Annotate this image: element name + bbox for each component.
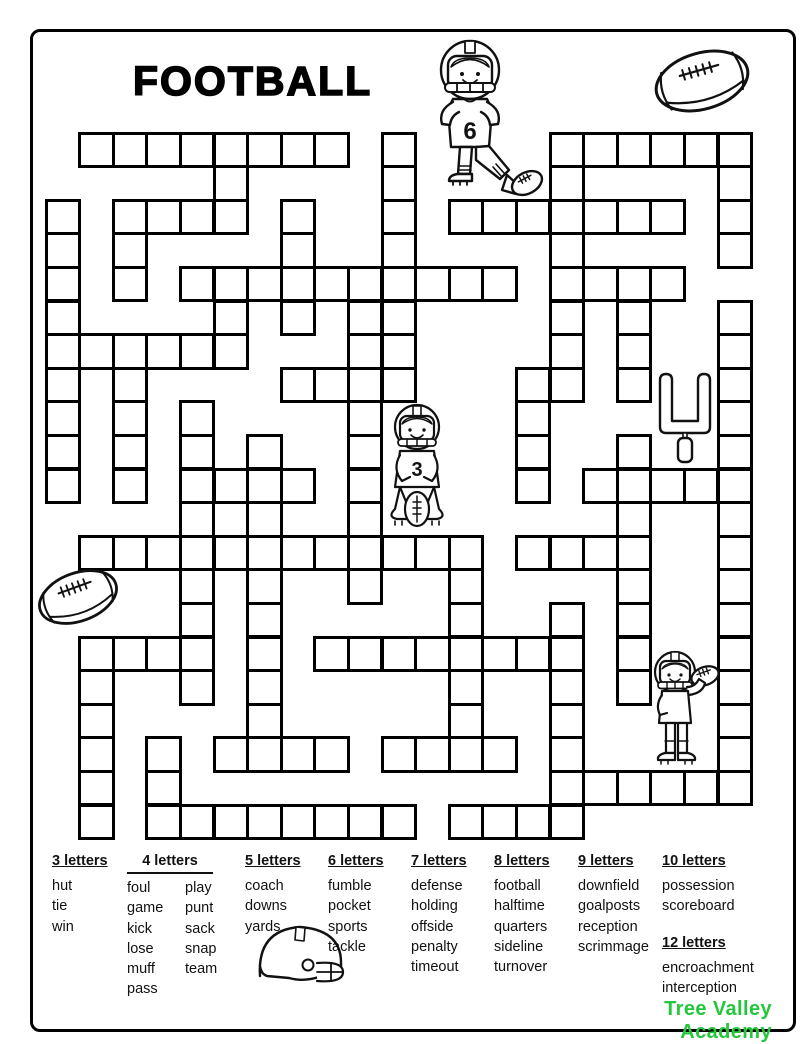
word-item: holding [411, 898, 458, 915]
grid-cell[interactable] [45, 266, 82, 303]
word-group-heading: 10 letters [662, 853, 726, 869]
grid-cell[interactable] [179, 266, 216, 303]
grid-cell[interactable] [45, 300, 82, 337]
grid-cell[interactable] [549, 770, 586, 807]
grid-cell[interactable] [549, 535, 586, 572]
grid-cell[interactable] [515, 468, 552, 505]
jersey-number-top: 6 [463, 118, 477, 145]
grid-cell[interactable] [717, 199, 754, 236]
grid-cell[interactable] [213, 300, 250, 337]
grid-cell[interactable] [616, 434, 653, 471]
grid-cell[interactable] [179, 568, 216, 605]
grid-cell[interactable] [481, 266, 518, 303]
grid-cell[interactable] [112, 400, 149, 437]
grid-cell[interactable] [145, 132, 182, 169]
grid-cell[interactable] [45, 367, 82, 404]
grid-cell[interactable] [717, 501, 754, 538]
word-item: interception [662, 980, 737, 997]
grid-cell[interactable] [179, 400, 216, 437]
grid-cell[interactable] [112, 132, 149, 169]
grid-cell[interactable] [616, 468, 653, 505]
grid-cell[interactable] [649, 199, 686, 236]
word-item: sack [185, 920, 215, 937]
word-item: coach [245, 878, 284, 895]
grid-cell[interactable] [179, 501, 216, 538]
word-group-5-letters [245, 851, 303, 937]
grid-cell[interactable] [515, 535, 552, 572]
grid-cell[interactable] [179, 132, 216, 169]
word-group-heading: 3 letters [52, 853, 108, 869]
grid-cell[interactable] [549, 132, 586, 169]
grid-cell[interactable] [213, 333, 250, 370]
grid-cell[interactable] [381, 736, 418, 773]
word-group-heading: 5 letters [245, 853, 301, 869]
word-item: sports [328, 918, 368, 935]
grid-cell[interactable] [78, 333, 115, 370]
grid-cell[interactable] [582, 266, 619, 303]
grid-cell[interactable] [213, 266, 250, 303]
grid-cell[interactable] [213, 199, 250, 236]
grid-cell[interactable] [145, 199, 182, 236]
grid-cell[interactable] [145, 333, 182, 370]
grid-cell[interactable] [78, 736, 115, 773]
grid-cell[interactable] [347, 434, 384, 471]
grid-cell[interactable] [448, 669, 485, 706]
grid-cell[interactable] [313, 535, 350, 572]
grid-cell[interactable] [481, 636, 518, 673]
grid-cell[interactable] [179, 333, 216, 370]
grid-cell[interactable] [145, 736, 182, 773]
grid-cell[interactable] [347, 333, 384, 370]
grid-cell[interactable] [515, 636, 552, 673]
grid-cell[interactable] [481, 199, 518, 236]
grid-cell[interactable] [78, 636, 115, 673]
word-item: scrimmage [578, 938, 649, 955]
grid-cell[interactable] [414, 535, 451, 572]
grid-cell[interactable] [616, 501, 653, 538]
grid-cell[interactable] [246, 501, 283, 538]
word-group-heading: 4 letters [127, 851, 213, 874]
word-item: halftime [494, 898, 545, 915]
grid-cell[interactable] [112, 468, 149, 505]
word-group-heading: 7 letters [411, 853, 467, 869]
grid-cell[interactable] [381, 804, 418, 841]
grid-cell[interactable] [381, 300, 418, 337]
grid-cell[interactable] [313, 132, 350, 169]
grid-cell[interactable] [313, 804, 350, 841]
football-left-clipart [34, 562, 122, 632]
grid-cell[interactable] [549, 602, 586, 639]
grid-cell[interactable] [347, 636, 384, 673]
grid-cell[interactable] [280, 132, 317, 169]
grid-cell[interactable] [381, 132, 418, 169]
grid-cell[interactable] [717, 602, 754, 639]
grid-cell[interactable] [683, 132, 720, 169]
word-item: play [185, 880, 212, 897]
grid-cell[interactable] [649, 468, 686, 505]
grid-cell[interactable] [213, 736, 250, 773]
grid-cell[interactable] [549, 199, 586, 236]
grid-cell[interactable] [179, 669, 216, 706]
word-group-heading: 9 letters [578, 853, 634, 869]
grid-cell[interactable] [213, 165, 250, 202]
grid-cell[interactable] [213, 804, 250, 841]
grid-cell[interactable] [515, 367, 552, 404]
word-item: downs [245, 898, 287, 915]
word-item: kick [127, 920, 152, 937]
grid-cell[interactable] [414, 266, 451, 303]
grid-cell[interactable] [280, 232, 317, 269]
grid-cell[interactable] [448, 804, 485, 841]
brand-footer: Tree Valley Academy [664, 998, 772, 1043]
grid-cell[interactable] [717, 132, 754, 169]
grid-cell[interactable] [717, 468, 754, 505]
grid-cell[interactable] [78, 804, 115, 841]
grid-cell[interactable] [616, 333, 653, 370]
grid-cell[interactable] [112, 199, 149, 236]
word-item: yards [245, 918, 281, 935]
grid-cell[interactable] [145, 636, 182, 673]
grid-cell[interactable] [280, 468, 317, 505]
word-group-heading: 6 letters [328, 853, 384, 869]
grid-cell[interactable] [280, 199, 317, 236]
grid-cell[interactable] [582, 468, 619, 505]
sitting-player-clipart [385, 403, 449, 537]
grid-cell[interactable] [313, 636, 350, 673]
grid-cell[interactable] [347, 367, 384, 404]
word-item: defense [411, 878, 463, 895]
grid-cell[interactable] [347, 501, 384, 538]
grid-cell[interactable] [549, 300, 586, 337]
grid-cell[interactable] [582, 132, 619, 169]
word-item: tie [52, 898, 68, 915]
grid-cell[interactable] [347, 804, 384, 841]
word-item: game [127, 900, 164, 917]
grid-cell[interactable] [246, 266, 283, 303]
grid-cell[interactable] [448, 568, 485, 605]
word-item: fumble [328, 878, 372, 895]
grid-cell[interactable] [280, 300, 317, 337]
grid-cell[interactable] [347, 300, 384, 337]
catching-player-clipart [645, 649, 725, 779]
grid-cell[interactable] [717, 300, 754, 337]
grid-cell[interactable] [280, 804, 317, 841]
grid-cell[interactable] [347, 468, 384, 505]
grid-cell[interactable] [616, 367, 653, 404]
grid-cell[interactable] [246, 535, 283, 572]
grid-cell[interactable] [616, 132, 653, 169]
grid-cell[interactable] [717, 535, 754, 572]
grid-cell[interactable] [414, 636, 451, 673]
grid-cell[interactable] [45, 333, 82, 370]
word-item: pass [127, 981, 158, 998]
word-group-4-letters [127, 851, 243, 999]
grid-cell[interactable] [246, 804, 283, 841]
word-item: encroachment [662, 960, 754, 977]
grid-cell[interactable] [549, 736, 586, 773]
grid-cell[interactable] [313, 266, 350, 303]
word-group-10-letters [662, 851, 735, 917]
grid-cell[interactable] [112, 266, 149, 303]
grid-cell[interactable] [616, 535, 653, 572]
word-item: pocket [328, 898, 371, 915]
word-item: penalty [411, 938, 458, 955]
grid-cell[interactable] [717, 165, 754, 202]
word-group-3-letters [52, 851, 110, 937]
word-item: quarters [494, 918, 548, 935]
grid-cell[interactable] [448, 636, 485, 673]
grid-cell[interactable] [246, 468, 283, 505]
word-group-7-letters [411, 851, 469, 977]
grid-cell[interactable] [381, 199, 418, 236]
word-item: hut [52, 878, 73, 895]
grid-cell[interactable] [78, 132, 115, 169]
grid-cell[interactable] [179, 468, 216, 505]
grid-cell[interactable] [549, 165, 586, 202]
grid-cell[interactable] [313, 736, 350, 773]
grid-cell[interactable] [213, 132, 250, 169]
grid-cell[interactable] [280, 736, 317, 773]
word-item: goalposts [578, 898, 641, 915]
grid-cell[interactable] [448, 703, 485, 740]
grid-cell[interactable] [448, 266, 485, 303]
grid-cell[interactable] [515, 199, 552, 236]
word-item: turnover [494, 959, 548, 976]
word-item: snap [185, 940, 217, 957]
word-item: foul [127, 880, 151, 897]
grid-cell[interactable] [515, 804, 552, 841]
word-item: football [494, 878, 541, 895]
grid-cell[interactable] [616, 602, 653, 639]
grid-cell[interactable] [112, 232, 149, 269]
grid-cell[interactable] [381, 232, 418, 269]
grid-cell[interactable] [313, 367, 350, 404]
word-item: win [52, 918, 74, 935]
word-item: muff [127, 961, 155, 978]
grid-cell[interactable] [213, 468, 250, 505]
grid-cell[interactable] [381, 333, 418, 370]
word-item: scoreboard [662, 898, 735, 915]
word-item: timeout [411, 959, 459, 976]
grid-cell[interactable] [246, 703, 283, 740]
grid-cell[interactable] [179, 434, 216, 471]
grid-cell[interactable] [616, 300, 653, 337]
word-item: possession [662, 878, 735, 895]
jersey-number-mid: 3 [411, 459, 423, 481]
grid-cell[interactable] [616, 199, 653, 236]
grid-cell[interactable] [347, 535, 384, 572]
grid-cell[interactable] [549, 232, 586, 269]
football-top-right-clipart [650, 40, 754, 122]
grid-cell[interactable] [549, 703, 586, 740]
grid-cell[interactable] [112, 636, 149, 673]
grid-cell[interactable] [246, 669, 283, 706]
grid-cell[interactable] [683, 468, 720, 505]
word-item: offside [411, 918, 454, 935]
kicking-player-clipart [424, 36, 546, 204]
grid-cell[interactable] [549, 636, 586, 673]
word-group-12-letters [662, 933, 754, 999]
grid-cell[interactable] [448, 535, 485, 572]
grid-cell[interactable] [280, 535, 317, 572]
word-item: sideline [494, 938, 544, 955]
grid-cell[interactable] [78, 669, 115, 706]
word-group-8-letters [494, 851, 552, 977]
grid-cell[interactable] [179, 804, 216, 841]
grid-cell[interactable] [246, 132, 283, 169]
grid-cell[interactable] [280, 266, 317, 303]
grid-cell[interactable] [649, 132, 686, 169]
grid-cell[interactable] [381, 367, 418, 404]
word-group-heading: 8 letters [494, 853, 550, 869]
grid-cell[interactable] [347, 568, 384, 605]
grid-cell[interactable] [717, 568, 754, 605]
grid-cell[interactable] [145, 804, 182, 841]
grid-cell[interactable] [381, 165, 418, 202]
grid-cell[interactable] [45, 199, 82, 236]
grid-cell[interactable] [515, 434, 552, 471]
grid-cell[interactable] [213, 535, 250, 572]
grid-cell[interactable] [112, 434, 149, 471]
grid-cell[interactable] [179, 602, 216, 639]
grid-cell[interactable] [145, 535, 182, 572]
grid-cell[interactable] [179, 535, 216, 572]
page-title: FOOTBALL [133, 58, 373, 104]
grid-cell[interactable] [45, 434, 82, 471]
grid-cell[interactable] [414, 736, 451, 773]
grid-cell[interactable] [616, 266, 653, 303]
grid-cell[interactable] [549, 669, 586, 706]
grid-cell[interactable] [549, 367, 586, 404]
goal-post-clipart [648, 371, 722, 465]
grid-cell[interactable] [515, 400, 552, 437]
grid-cell[interactable] [179, 199, 216, 236]
grid-cell[interactable] [45, 400, 82, 437]
word-item: downfield [578, 878, 640, 895]
word-item: tackle [328, 938, 366, 955]
word-group-heading: 12 letters [662, 935, 726, 951]
grid-cell[interactable] [717, 333, 754, 370]
grid-cell[interactable] [448, 199, 485, 236]
grid-cell[interactable] [381, 266, 418, 303]
grid-cell[interactable] [112, 367, 149, 404]
grid-cell[interactable] [582, 535, 619, 572]
grid-cell[interactable] [381, 535, 418, 572]
grid-cell[interactable] [280, 367, 317, 404]
grid-cell[interactable] [347, 400, 384, 437]
grid-cell[interactable] [45, 468, 82, 505]
grid-cell[interactable] [549, 333, 586, 370]
word-item: reception [578, 918, 638, 935]
grid-cell[interactable] [347, 266, 384, 303]
grid-cell[interactable] [78, 770, 115, 807]
grid-cell[interactable] [381, 636, 418, 673]
grid-cell[interactable] [246, 602, 283, 639]
grid-cell[interactable] [246, 636, 283, 673]
grid-cell[interactable] [448, 736, 485, 773]
word-item: team [185, 961, 218, 978]
grid-cell[interactable] [549, 804, 586, 841]
grid-cell[interactable] [649, 266, 686, 303]
grid-cell[interactable] [45, 232, 82, 269]
grid-cell[interactable] [246, 568, 283, 605]
word-item: punt [185, 900, 214, 917]
grid-cell[interactable] [179, 636, 216, 673]
grid-cell[interactable] [717, 232, 754, 269]
grid-cell[interactable] [616, 568, 653, 605]
grid-cell[interactable] [549, 266, 586, 303]
grid-cell[interactable] [481, 804, 518, 841]
grid-cell[interactable] [246, 736, 283, 773]
word-item: lose [127, 940, 154, 957]
grid-cell[interactable] [448, 602, 485, 639]
word-group-9-letters [578, 851, 649, 957]
grid-cell[interactable] [582, 199, 619, 236]
grid-cell[interactable] [78, 703, 115, 740]
grid-cell[interactable] [145, 770, 182, 807]
grid-cell[interactable] [582, 770, 619, 807]
grid-cell[interactable] [481, 736, 518, 773]
grid-cell[interactable] [246, 434, 283, 471]
grid-cell[interactable] [112, 333, 149, 370]
word-group-6-letters [328, 851, 386, 957]
